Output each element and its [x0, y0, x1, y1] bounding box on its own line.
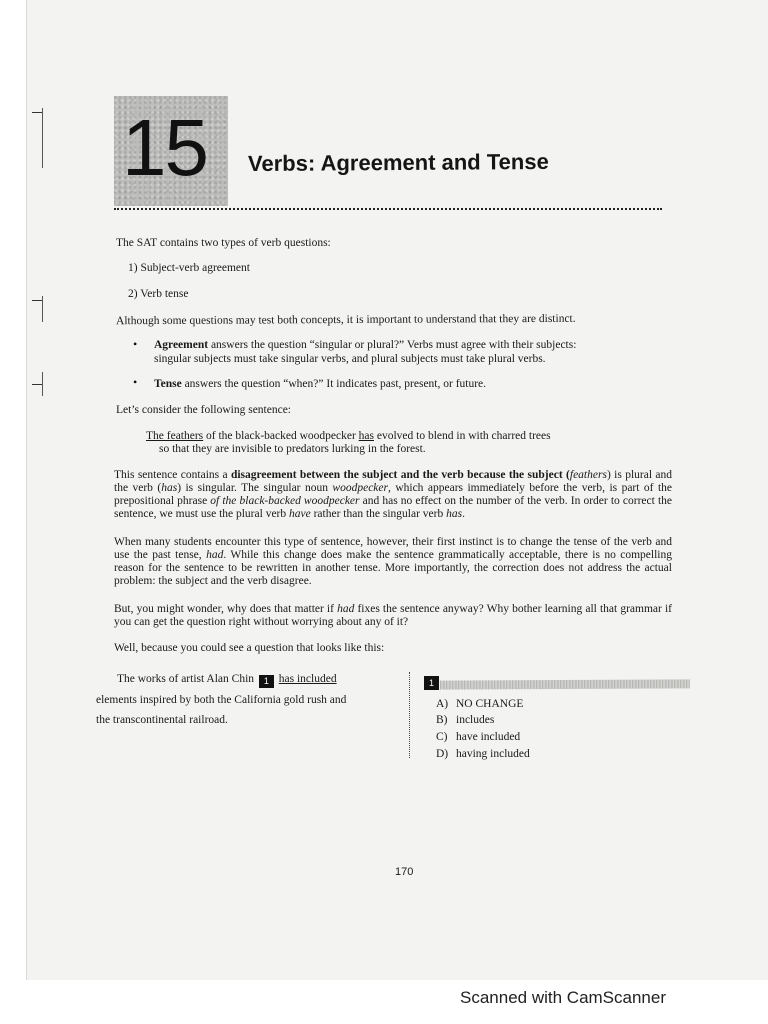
bullet-agreement	[154, 338, 576, 352]
example-verb: has	[358, 430, 374, 442]
example-text: of the black-backed woodpecker	[203, 430, 359, 442]
answer-choice-c[interactable]	[436, 730, 520, 744]
question-underlined-text: has included	[278, 673, 337, 685]
question-line1	[117, 672, 337, 688]
question-text: The works of artist Alan Chin	[117, 673, 255, 685]
question-number-box: 1	[259, 675, 274, 688]
bullet-agreement-line2: singular subjects must take singular verbs, and plural subjects must take plural verbs.	[154, 353, 546, 365]
para-text: have	[289, 508, 311, 520]
bullet-term: Tense	[154, 378, 182, 390]
example-subject: The feathers	[146, 430, 204, 442]
list-item-agreement: 1) Subject-verb agreement	[128, 262, 250, 274]
choice-letter: C)	[436, 731, 448, 743]
distinct-line: Although some questions may test both concepts, it is important to understand that they are distinct.	[115, 312, 576, 328]
choice-text: having included	[456, 748, 530, 760]
list-item-tense: 2) Verb tense	[128, 288, 189, 300]
bullet-tense	[154, 377, 486, 391]
bullet-text: answers the question “singular or plural?” Verbs must agree with their subjects:	[208, 339, 577, 351]
para-text: disagreement between the subject and the verb because the subject (	[230, 469, 570, 481]
example-text: evolved to blend in with charred trees	[374, 430, 551, 442]
para-text: ) is singular. The singular noun	[177, 482, 333, 494]
answer-number-box: 1	[424, 676, 439, 690]
paragraph-disagreement	[114, 469, 672, 521]
answer-choice-a[interactable]	[436, 697, 523, 711]
example-sentence-line2: so that they are invisible to predators lurking in the forest.	[159, 443, 426, 455]
chapter-number: 15	[122, 103, 207, 192]
choice-letter: A)	[436, 698, 449, 710]
choice-text: NO CHANGE	[456, 698, 524, 710]
question-line3: the transcontinental railroad.	[96, 714, 228, 726]
paragraph-example-intro: Well, because you could see a question that looks like this:	[114, 642, 385, 654]
camscanner-watermark: Scanned with CamScanner	[460, 988, 667, 1007]
para-text: of the black-backed woodpecker	[210, 495, 360, 507]
para-text: has	[446, 508, 463, 520]
page-number: 170	[395, 866, 414, 878]
paragraph-tense-instinct	[114, 536, 672, 588]
binder-mark	[32, 384, 42, 385]
para-text: feathers	[569, 469, 607, 481]
paragraph-why-matter	[114, 603, 672, 629]
dotted-divider	[114, 208, 662, 210]
para-text: has	[161, 482, 178, 494]
bullet-dot: •	[133, 337, 138, 351]
answer-header-bar	[440, 679, 690, 689]
para-text: woodpecker	[332, 482, 388, 494]
example-sentence	[146, 429, 551, 443]
choice-letter: D)	[436, 748, 449, 760]
para-text: When many students encounter this type of sentence, however, their first instinct is to change the tense of the verb and use the past tense,	[114, 536, 672, 561]
para-text: and has no effect on the number of the verb. In order to correct the sentence, we must use the plural verb	[114, 495, 672, 520]
chapter-title: Verbs: Agreement and Tense	[247, 148, 549, 177]
bullet-dot: •	[133, 375, 138, 389]
binder-mark	[32, 112, 42, 113]
para-text: . While this change does make the sentence grammatically acceptable, there is no compelling reason for the sentence to be rewritten in another tense. More importantly, the correction does not address the actual problem: the subject and the verb disagree.	[114, 549, 672, 587]
para-text: had	[206, 549, 224, 561]
intro-line: The SAT contains two types of verb questions:	[116, 237, 331, 249]
binder-line	[42, 372, 43, 396]
bullet-text: answers the question “when?” It indicates past, present, or future.	[181, 378, 487, 390]
para-text: But, you might wonder, why does that matter if	[114, 603, 338, 615]
binder-mark	[32, 300, 42, 301]
para-text: fixes the sentence anyway? Why bother learning all that grammar if you can get the question right without worrying about any of it?	[114, 603, 672, 628]
binder-line	[42, 296, 43, 322]
question-line2: elements inspired by both the California gold rush and	[96, 694, 347, 706]
consider-line: Let’s consider the following sentence:	[116, 404, 292, 416]
para-text: This sentence contains a	[114, 469, 231, 481]
bullet-term: Agreement	[154, 339, 209, 351]
answer-choice-d[interactable]	[436, 747, 530, 761]
answer-choice-b[interactable]	[436, 713, 494, 727]
para-text: , which appears immediately before the verb, is part of the prepositional phrase	[114, 482, 672, 507]
choice-letter: B)	[436, 714, 448, 726]
para-text: had	[337, 603, 355, 615]
para-text: ) is plural and the verb (	[114, 469, 672, 494]
para-text: rather than the singular verb	[310, 508, 447, 520]
choice-text: includes	[456, 714, 495, 726]
column-divider	[409, 672, 410, 758]
binder-line	[42, 108, 43, 168]
para-text: .	[462, 508, 465, 520]
choice-text: have included	[456, 731, 521, 743]
